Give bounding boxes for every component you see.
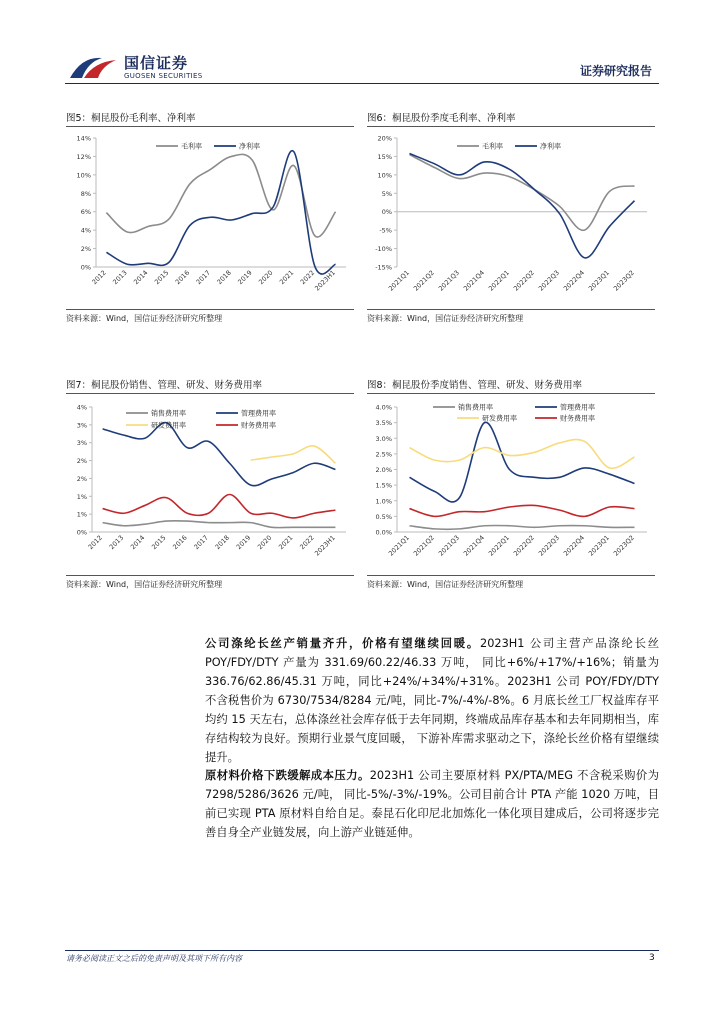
page-number: 3: [649, 953, 655, 963]
fig8-legend-label: 财务费用率: [560, 414, 595, 423]
fig7-source-rule: [66, 575, 354, 576]
fig6-title: 图6：桐昆股份季度毛利率、净利率: [367, 113, 516, 124]
fig7-xtick-label: 2012: [86, 533, 104, 552]
paragraph-1: [205, 634, 659, 767]
fig6-ytick-label: 20%: [377, 134, 392, 143]
fig8-xtick-label: 2022Q2: [512, 533, 536, 558]
fig8-ytick-label: 0.0%: [375, 528, 392, 537]
fig5-xtick-label: 2023H1: [313, 268, 337, 293]
fig8-xtick-label: 2022Q4: [562, 533, 586, 558]
header-divider: [65, 83, 659, 84]
fig6-ytick-label: 5%: [381, 189, 392, 198]
fig8-ytick-label: 2.0%: [375, 466, 392, 474]
fig8-series-line: [410, 505, 635, 516]
fig5-xtick-label: 2017: [194, 268, 212, 287]
fig6-ytick-label: -10%: [375, 245, 392, 254]
fig5-xtick-label: 2018: [215, 268, 233, 287]
fig7-chart: [66, 397, 356, 572]
fig5-ytick-label: 2%: [80, 245, 91, 254]
fig8-ytick-label: 1.5%: [375, 481, 392, 490]
fig7-ytick-label: 2%: [76, 457, 87, 466]
fig5-xtick-label: 2019: [236, 268, 254, 287]
fig6-legend-label: 净利率: [540, 142, 561, 151]
fig6-xtick-label: 2021Q2: [412, 268, 436, 293]
fig6-ytick-label: 15%: [377, 152, 392, 161]
fig8-legend-label: 研发费用率: [482, 414, 517, 423]
fig7-ytick-label: 1%: [76, 510, 87, 519]
fig6-ytick-label: 10%: [377, 171, 392, 180]
fig7-series-line: [103, 521, 336, 528]
logo: [68, 52, 120, 82]
paragraph-2: [205, 766, 659, 842]
fig8-legend-label: 管理费用率: [560, 403, 595, 412]
fig8-legend-label: 销售费用率: [458, 403, 493, 412]
fig8-ytick-label: 0.5%: [375, 512, 392, 521]
fig7-ytick-label: 3%: [76, 421, 87, 430]
fig8-ytick-label: 3.5%: [375, 419, 392, 428]
fig5-ytick-label: 14%: [76, 134, 91, 143]
fig8-xtick-label: 2021Q2: [412, 533, 436, 558]
fig6-xtick-label: 2021Q4: [462, 268, 486, 293]
fig5-source-rule: [66, 309, 354, 310]
fig7-xtick-label: 2013: [107, 533, 126, 552]
fig5-xtick-label: 2016: [173, 268, 192, 287]
fig5-ytick-label: 4%: [80, 226, 91, 235]
fig7-series-line: [103, 495, 336, 518]
fig7-xtick-label: 2020: [255, 533, 274, 552]
fig7-title-rule: [66, 393, 354, 394]
fig8-xtick-label: 2022Q3: [537, 533, 561, 558]
fig7-xtick-label: 2021: [277, 533, 295, 552]
fig5-ytick-label: 0%: [80, 263, 91, 272]
fig8-ytick-label: 2.5%: [375, 450, 392, 459]
fig6-xtick-label: 2022Q2: [512, 268, 536, 293]
fig5-legend-label: 净利率: [239, 142, 260, 151]
fig5-legend-label: 毛利率: [181, 142, 202, 151]
fig6-chart: [367, 130, 657, 305]
fig8-xtick-label: 2023Q1: [587, 533, 611, 558]
fig6-legend-label: 毛利率: [482, 142, 503, 151]
fig8-chart: [367, 397, 657, 572]
fig7-source: 资料来源：Wind，国信证券经济研究所整理: [66, 580, 223, 589]
brand-name-cn: 国信证券: [124, 54, 189, 72]
brand-name-en: GUOSEN SECURITIES: [124, 72, 203, 80]
fig6-series-line: [410, 155, 635, 231]
fig7-xtick-label: 2019: [234, 533, 253, 552]
fig8-xtick-label: 2021Q1: [387, 533, 411, 558]
fig7-legend-label: 财务费用率: [241, 421, 276, 430]
fig5-xtick-label: 2015: [152, 268, 171, 287]
fig6-ytick-label: 0%: [381, 208, 392, 217]
fig7-xtick-label: 2022: [298, 533, 316, 552]
fig5-series-line: [106, 154, 335, 237]
fig5-title-rule: [66, 126, 354, 127]
fig6-ytick-label: -5%: [379, 226, 392, 235]
fig5-source: 资料来源：Wind，国信证券经济研究所整理: [66, 314, 223, 323]
fig7-xtick-label: 2017: [192, 533, 210, 552]
fig6-xtick-label: 2021Q3: [437, 268, 461, 293]
fig8-xtick-label: 2022Q1: [487, 533, 511, 558]
fig5-title: 图5：桐昆股份毛利率、净利率: [66, 113, 196, 124]
fig6-ytick-label: -15%: [375, 263, 392, 272]
fig5-xtick-label: 2020: [257, 268, 275, 287]
fig8-ytick-label: 4.0%: [375, 403, 392, 412]
fig7-ytick-label: 2%: [76, 474, 87, 483]
fig8-xtick-label: 2021Q4: [462, 533, 486, 558]
fig7-xtick-label: 2014: [128, 533, 147, 552]
fig5-xtick-label: 2014: [132, 268, 150, 287]
fig7-series-line: [251, 446, 336, 463]
fig6-source: 资料来源：Wind，国信证券经济研究所整理: [367, 314, 524, 323]
fig6-xtick-label: 2022Q4: [562, 268, 586, 293]
fig5-xtick-label: 2022: [298, 268, 317, 287]
fig8-title-rule: [367, 393, 655, 394]
paragraph-2-lead: 原材料价格下跌缓解成本压力。: [205, 769, 370, 782]
fig8-source-rule: [367, 575, 655, 576]
footer-divider: [65, 950, 659, 951]
fig7-xtick-label: 2016: [171, 533, 189, 552]
fig6-source-rule: [367, 309, 655, 310]
fig6-title-rule: [367, 126, 655, 127]
fig8-ytick-label: 3.0%: [375, 434, 392, 443]
fig6-xtick-label: 2022Q3: [537, 268, 561, 293]
fig5-series-line: [106, 151, 335, 274]
fig8-title: 图8：桐昆股份季度销售、管理、研发、财务费用率: [367, 380, 583, 391]
fig8-xtick-label: 2021Q3: [437, 533, 461, 558]
fig6-xtick-label: 2022Q1: [487, 268, 511, 293]
fig5-xtick-label: 2013: [111, 268, 129, 287]
fig7-title: 图7：桐昆股份销售、管理、研发、财务费用率: [66, 380, 263, 391]
fig8-series-line: [410, 440, 635, 469]
paragraph-1-text: 2023H1 公司主营产品涤纶长丝 POY/FDY/DTY 产量为 331.69/60.22/46.33 万吨， 同比+6%/+17%/+16%；销量为 336.76/62.86/45.31 万吨，同比+24%/+34%/+31%。2023H1 公司 POY/FDY/DTY 不含税售价为 6730/7534/8284 元/吨，同比-7%/-4%/-8%。6 月底长丝工厂权益库存平均约 15 天左右，总体涤丝社会库存低于去年同期，终端成品库存基本和去年同期相当，库存结构较为良好。预期行业景气度回暖， 下游补库需求驱动之下，涤纶长丝价格有望继续提升。: [205, 637, 659, 764]
fig7-ytick-label: 0%: [76, 528, 87, 537]
fig5-ytick-label: 8%: [80, 189, 91, 198]
fig6-xtick-label: 2023Q1: [587, 268, 611, 293]
paragraph-2-text: 2023H1 公司主要原材料 PX/PTA/MEG 不含税采购价为 7298/5286/3626 元/吨， 同比-5%/-3%/-19%。公司目前合计 PTA 产能 1020 万吨，目前已实现 PTA 原材料自给自足。泰昆石化印尼北加炼化一体化项目建成后，公司将逐步完善自身全产业链发展，向上游产业链延伸。: [205, 769, 659, 839]
fig7-xtick-label: 2018: [213, 533, 231, 552]
fig8-xtick-label: 2023Q2: [612, 533, 636, 558]
fig5-ytick-label: 6%: [80, 208, 91, 217]
fig5-chart: [66, 130, 356, 305]
report-type: 证券研究报告: [580, 64, 653, 78]
fig7-ytick-label: 3%: [76, 439, 87, 448]
fig5-ytick-label: 12%: [76, 152, 91, 161]
fig6-xtick-label: 2021Q1: [387, 268, 411, 293]
fig7-ytick-label: 1%: [76, 492, 87, 501]
footer-disclaimer: 请务必阅读正文之后的免责声明及其项下所有内容: [66, 954, 242, 963]
fig8-ytick-label: 1.0%: [375, 497, 392, 506]
fig5-xtick-label: 2012: [90, 268, 108, 287]
fig8-source: 资料来源：Wind，国信证券经济研究所整理: [367, 580, 524, 589]
paragraph-1-lead: 公司涤纶长丝产销量齐升，价格有望继续回暖。: [205, 637, 481, 650]
fig8-series-line: [410, 525, 635, 529]
fig5-xtick-label: 2021: [277, 268, 296, 287]
fig5-ytick-label: 10%: [76, 171, 91, 180]
fig7-legend-label: 研发费用率: [151, 421, 186, 430]
fig7-xtick-label: 2015: [150, 533, 168, 552]
fig7-legend-label: 销售费用率: [151, 409, 186, 418]
fig7-series-line: [103, 423, 336, 486]
fig7-ytick-label: 4%: [76, 403, 87, 412]
fig7-xtick-label: 2023H1: [313, 533, 337, 558]
fig7-legend-label: 管理费用率: [241, 409, 276, 418]
fig6-xtick-label: 2023Q2: [612, 268, 636, 293]
logo-mark-icon: [68, 52, 120, 82]
